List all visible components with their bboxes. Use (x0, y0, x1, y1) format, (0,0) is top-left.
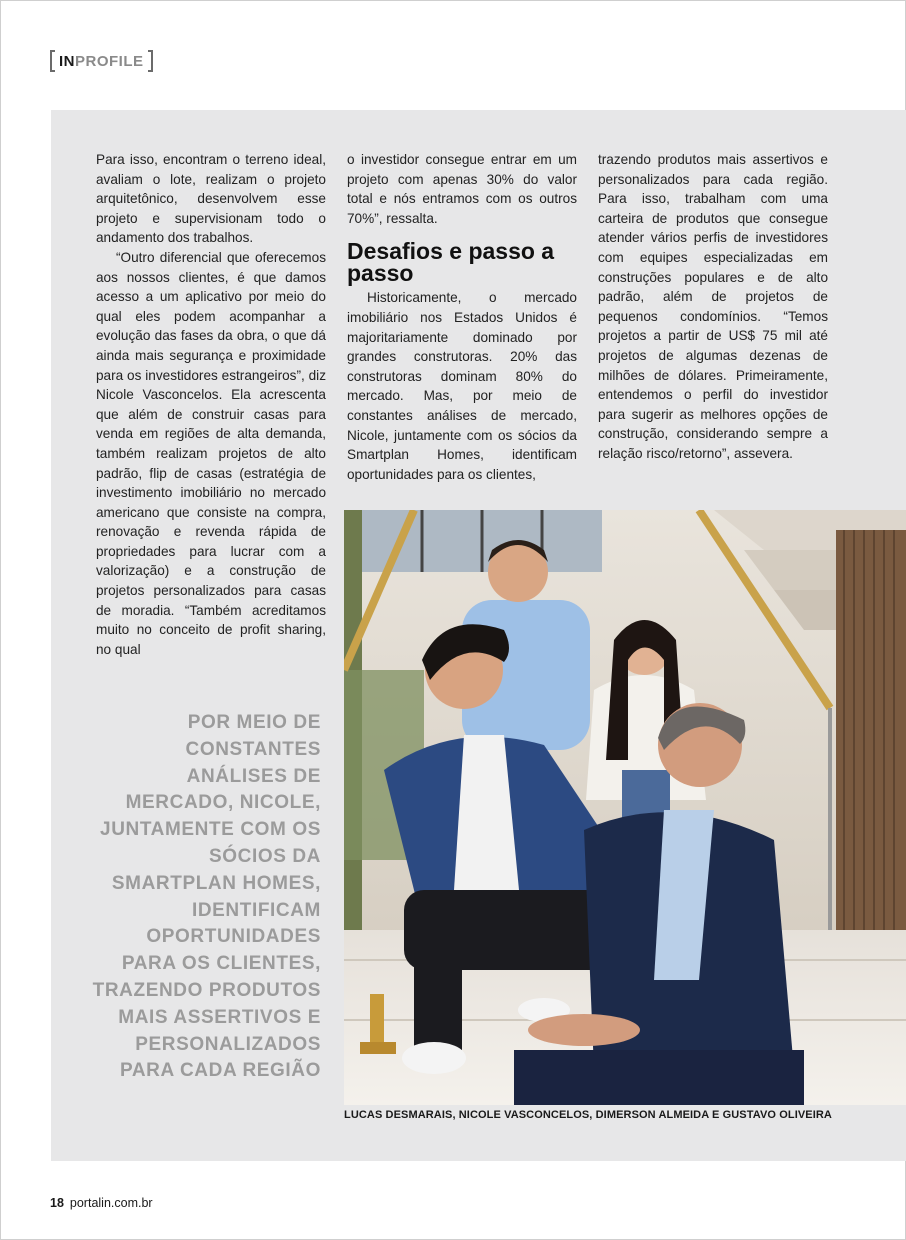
paragraph: trazendo produtos mais assertivos e personalizados para cada região. Para isso, trabalham com uma carteira de produtos que consegue atender vários perfis de investidores com equipes especializadas em construções populares e de alto padrão, além de projetos de pequenos condomínios. “Temos projetos a partir de US$ 75 mil até projetos de algumas dezenas de milhões de dólares. Primeiramente, entendemos o perfil do investidor para sugerir as melhores opções de construção, considerando sempre a relação risco/retorno”, assevera. (598, 152, 828, 461)
section-tag-profile: PROFILE (75, 52, 144, 70)
page-footer (50, 1196, 153, 1210)
pull-quote: POR MEIO DE CONSTANTES ANÁLISES DE MERCADO, NICOLE, JUNTAMENTE COM OS SÓCIOS DA SMARTPLAN HOMES, IDENTIFICAM OPORTUNIDADES PARA OS CLIENTES, TRAZENDO PRODUTOS MAIS ASSERTIVOS E PERSONALIZADOS PARA CADA REGIÃO (92, 712, 321, 1082)
paragraph: o investidor consegue entrar em um projeto com apenas 30% do valor total e nós entramos com os outros 70%”, ressalta. (347, 152, 577, 226)
group-photo-illustration (344, 510, 906, 1105)
bracket-left (50, 50, 55, 72)
bracket-right (148, 50, 153, 72)
article-column-2 (347, 150, 577, 484)
article-column-3 (598, 150, 828, 464)
page-number: 18 (50, 1196, 64, 1210)
subheading: Desafios e passo a passo (347, 238, 555, 287)
article-column-1 (96, 150, 326, 659)
site-link[interactable]: portalin.com.br (69, 1196, 153, 1210)
section-tag (50, 50, 153, 72)
section-tag-in: IN (59, 52, 75, 70)
photo-caption: LUCAS DESMARAIS, NICOLE VASCONCELOS, DIMERSON ALMEIDA E GUSTAVO OLIVEIRA (344, 1109, 832, 1121)
paragraph: Historicamente, o mercado imobiliário nos Estados Unidos é majoritariamente dominado por grandes construtoras. 20% das construtoras dominam 80% do mercado. Mas, por meio de constantes análises de mercado, Nicole, juntamente com os sócios da Smartplan Homes, identificam oportunidades para os clientes, (347, 290, 577, 482)
paragraph: Para isso, encontram o terreno ideal, avaliam o lote, realizam o projeto arquitetônico, desenvolvem esse projeto e supervisionam todo o andamento dos trabalhos. (96, 152, 326, 246)
paragraph: “Outro diferencial que oferecemos aos nossos clientes, é que damos acesso a um aplicativo por meio do qual eles podem acompanhar a evolução das fases da obra, o que dá ainda mais segurança e proximidade para os investidores estrangeiros”, diz Nicole Vasconcelos. Ela acrescenta que além de construir casas para venda em regiões de alta demanda, também realizam projetos de alto padrão, flip de casas (estratégia de investimento imobiliário no mercado americano que consiste na compra, renovação e revenda rápida de propriedades para lucrar com a valorização) e a construção de projetos personalizados para casas de moradia. “Também acreditamos muito no conceito de profit sharing, no qual (96, 249, 326, 657)
group-photo (344, 510, 906, 1105)
